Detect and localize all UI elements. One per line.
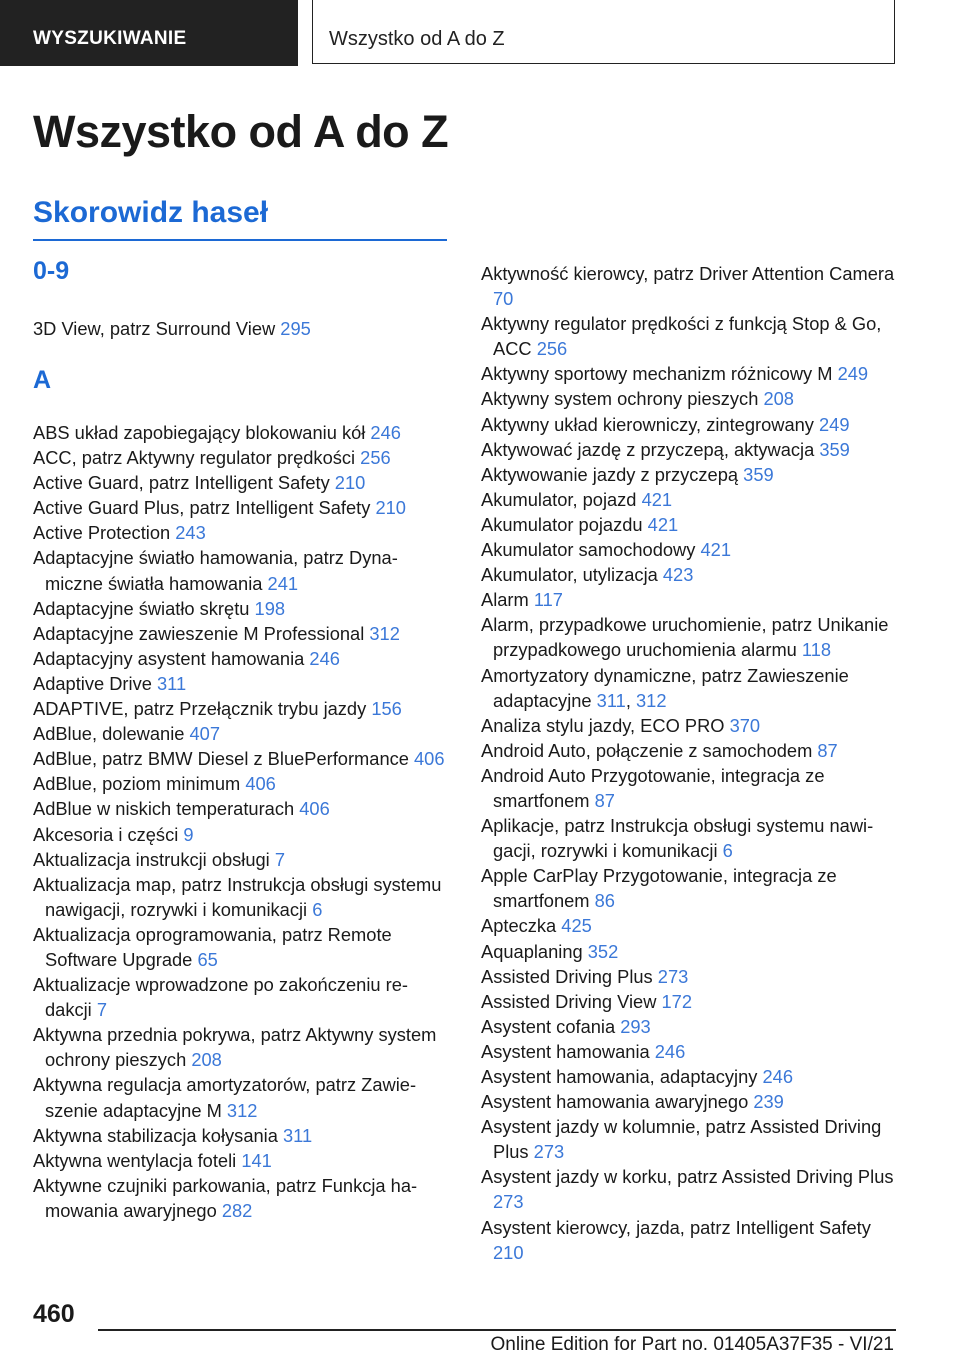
entry-text: 3D View, patrz Surround View	[33, 318, 281, 339]
page-link[interactable]: 246	[654, 1040, 686, 1062]
page-link[interactable]: 312	[226, 1099, 258, 1121]
entry-text: Apple CarPlay Przygotowanie, integracja ze smartfonem	[481, 865, 837, 912]
entry-text: AdBlue, poziom minimum	[33, 773, 246, 795]
page-link[interactable]: 246	[370, 422, 401, 443]
page-link[interactable]: 311	[282, 1124, 313, 1146]
entry-text: Asystent jazdy w korku, patrz Assisted Driving Plus	[481, 1166, 894, 1188]
page-link[interactable]: 282	[221, 1199, 253, 1221]
entry-text: Active Guard, patrz Intelligent Safety	[33, 472, 335, 494]
page-link[interactable]: 210	[493, 1241, 524, 1263]
index-entry	[481, 412, 901, 437]
page-link[interactable]: 239	[753, 1091, 784, 1113]
index-entry	[481, 462, 901, 487]
page-link[interactable]: 6	[722, 840, 733, 862]
page-link[interactable]: 256	[536, 338, 568, 360]
page-link[interactable]: 243	[175, 522, 206, 544]
index-entry	[481, 738, 901, 763]
page-link[interactable]: 425	[561, 915, 592, 937]
entry-text: Asystent hamowania	[481, 1040, 655, 1062]
entry-text: AdBlue, patrz BMW Diesel z BluePerformance	[33, 748, 415, 770]
entry-text: Aktywować jazdę z przyczepą, aktywacja	[481, 438, 820, 460]
page-link[interactable]: 359	[743, 463, 774, 485]
entry-text: Aktywny sportowy mechanizm różnicowy M	[481, 363, 838, 385]
page-link[interactable]: 172	[661, 990, 693, 1012]
entry-text: Adaptacyjny asystent hamowania	[33, 647, 310, 669]
page-link[interactable]: 406	[245, 773, 276, 795]
index-entry	[481, 562, 901, 587]
index-list-a-continued	[481, 261, 901, 1265]
page-link[interactable]: 293	[620, 1015, 651, 1037]
index-entry	[481, 512, 901, 537]
index-entry	[481, 612, 901, 662]
entry-text: Asystent hamowania, adaptacyjny	[481, 1066, 763, 1087]
entry-text: Aktywność kierowcy, patrz Driver Attention Camera	[481, 263, 895, 284]
index-entry	[33, 771, 448, 796]
entry-text: ACC, patrz Aktywny regulator prędkości	[33, 447, 361, 469]
entry-text: Adaptacyjne światło skrętu	[33, 597, 255, 619]
page-link[interactable]: 312	[369, 622, 400, 644]
index-entry	[33, 420, 448, 445]
entry-text: Amortyzatory dynamiczne, patrz Zawieszenie adaptacyjne	[481, 664, 849, 711]
entry-text: Analiza stylu jazdy, ECO PRO	[481, 714, 730, 736]
entry-text: Aktywna wentylacja foteli	[33, 1149, 242, 1171]
page-link[interactable]: 249	[837, 363, 869, 385]
index-entry	[33, 646, 448, 671]
page-link[interactable]: 208	[191, 1049, 222, 1071]
entry-text: Android Auto Przygotowanie, integracja ze smartfonem	[481, 764, 825, 811]
index-entry	[481, 487, 901, 512]
index-entry	[481, 964, 901, 989]
entry-text: Aktywna przednia pokrywa, patrz Aktywny system ochrony pieszych	[33, 1024, 437, 1071]
page-link[interactable]: 256	[360, 447, 391, 469]
page-link[interactable]: 249	[819, 413, 850, 435]
page-link[interactable]: 312	[636, 689, 667, 711]
entry-text: Asystent cofania	[481, 1015, 621, 1037]
entry-text: Asystent kierowcy, jazda, patrz Intelligent Safety	[481, 1216, 871, 1238]
page-link[interactable]: 246	[762, 1066, 794, 1087]
page-link[interactable]: 87	[594, 789, 615, 811]
entry-text: Assisted Driving Plus	[481, 965, 658, 987]
entry-text: Aktywny układ kierowniczy, zintegrowany	[481, 413, 819, 435]
entry-text: Active Guard Plus, patrz Intelligent Safety	[33, 497, 376, 519]
footer-divider	[98, 1329, 896, 1331]
entry-text: Akumulator pojazdu	[481, 513, 648, 535]
page-link[interactable]: 87	[817, 739, 838, 761]
entry-text: Android Auto, połączenie z samochodem	[481, 739, 818, 761]
page-link[interactable]: 208	[763, 388, 794, 410]
entry-text: Asystent jazdy w kolumnie, patrz Assisted Driving Plus	[481, 1116, 882, 1163]
index-entry	[33, 1072, 448, 1122]
page-link[interactable]: 198	[254, 597, 286, 619]
index-entry	[33, 796, 448, 821]
index-entry	[33, 545, 448, 595]
index-entry	[481, 763, 901, 813]
index-entry	[33, 495, 448, 520]
letter-heading-a: A	[33, 366, 52, 394]
index-list-a	[33, 420, 448, 1223]
index-entry	[481, 1064, 901, 1089]
page-link[interactable]: 407	[189, 723, 221, 745]
index-entry	[33, 1022, 448, 1072]
index-entry	[33, 746, 448, 771]
page-link[interactable]: 86	[594, 890, 615, 912]
page-link[interactable]: 423	[662, 564, 694, 586]
entry-text: Aktywowanie jazdy z przyczepą	[481, 463, 744, 485]
section-title: Skorowidz haseł	[33, 196, 269, 229]
entry-text: Aplikacje, patrz Instrukcja obsługi systemu nawigacji, rozrywki i komunikacji	[481, 815, 874, 862]
index-entry	[481, 1039, 901, 1064]
current-section-tab[interactable]: Wszystko od A do Z	[312, 0, 895, 64]
page-link[interactable]: 246	[309, 647, 340, 669]
index-entry	[33, 847, 448, 872]
index-entry	[481, 713, 901, 738]
entry-text: Aktywne czujniki parkowania, patrz Funkcja hamowania awaryjnego	[33, 1174, 418, 1221]
section-divider	[33, 239, 447, 241]
edition-note: Online Edition for Part no. 01405A37F35 - VI/21	[490, 1334, 894, 1355]
index-entry	[481, 989, 901, 1014]
index-entry	[33, 872, 448, 922]
index-entry	[33, 596, 448, 621]
page-link[interactable]: 141	[241, 1149, 272, 1171]
entry-text: Aktywny regulator prędkości z funkcją Stop & Go, ACC	[481, 313, 882, 360]
index-entry	[481, 386, 901, 411]
entry-text: Aktualizacja map, patrz Instrukcja obsługi systemu nawigacji, rozrywki i komunikacji	[33, 873, 442, 920]
entry-text: Asystent hamowania awaryjnego	[481, 1091, 754, 1113]
index-entry	[33, 696, 448, 721]
entry-text: Alarm	[481, 589, 534, 611]
index-entry	[481, 813, 901, 863]
letter-heading-0-9: 0-9	[33, 257, 70, 285]
page-link[interactable]: 273	[657, 965, 689, 987]
index-entry	[481, 361, 901, 386]
page-link[interactable]: 241	[267, 572, 299, 594]
page-link[interactable]: 421	[641, 488, 673, 510]
index-entry	[481, 537, 901, 562]
page-link[interactable]: 295	[280, 318, 311, 339]
index-entry	[33, 470, 448, 495]
entry-text: Aktualizacje wprowadzone po zakończeniu redakcji	[33, 974, 408, 1021]
entry-text: Aktualizacja instrukcji obsługi	[33, 848, 275, 870]
top-navigation-bar	[0, 0, 960, 66]
index-entry	[481, 587, 901, 612]
page-link[interactable]: 406	[299, 798, 330, 820]
page-link[interactable]: 156	[371, 698, 402, 720]
page-link[interactable]: 273	[493, 1191, 524, 1213]
entry-text: Aktywna regulacja amortyzatorów, patrz Zawieszenie adaptacyjne M	[33, 1074, 417, 1121]
index-entry	[33, 621, 448, 646]
page-link[interactable]: 65	[197, 948, 218, 970]
entry-text: AdBlue, dolewanie	[33, 723, 190, 745]
entry-text: Active Protection	[33, 522, 176, 544]
page-link[interactable]: 421	[647, 513, 679, 535]
index-entry	[481, 311, 901, 361]
page-link[interactable]: 9	[183, 823, 194, 845]
entry-text: Adaptacyjne zawieszenie M Professional	[33, 622, 370, 644]
index-entry	[481, 261, 901, 311]
index-entry	[481, 939, 901, 964]
index-entry	[481, 1014, 901, 1039]
page-link[interactable]: 7	[96, 999, 107, 1021]
index-entry	[33, 822, 448, 847]
entry-text: Aktywny system ochrony pieszych	[481, 388, 764, 410]
page-link[interactable]: 210	[334, 472, 366, 494]
page-link[interactable]: 210	[375, 497, 406, 519]
index-entry	[481, 1114, 901, 1164]
index-list-0-9	[33, 316, 311, 341]
page-link[interactable]: 421	[700, 539, 731, 561]
entry-text: Akcesoria i części	[33, 823, 184, 845]
index-entry	[33, 1123, 448, 1148]
index-entry	[481, 913, 901, 938]
search-tab[interactable]: WYSZUKIWANIE	[0, 0, 298, 66]
index-entry	[481, 1089, 901, 1114]
index-entry	[33, 445, 448, 470]
index-entry	[33, 520, 448, 545]
index-entry	[33, 316, 311, 341]
page-link[interactable]: 7	[274, 848, 285, 870]
entry-text: Adaptacyjne światło hamowania, patrz Dynamiczne światła hamowania	[33, 547, 398, 594]
entry-text: AdBlue w niskich temperaturach	[33, 798, 300, 820]
index-entry: Amortyzatory dynamiczne, patrz Zawieszenie adaptacyjne 311, 312	[481, 664, 849, 711]
page-link[interactable]: 406	[414, 748, 445, 770]
page-link[interactable]: 311	[596, 689, 626, 711]
entry-text: ADAPTIVE, patrz Przełącznik trybu jazdy	[33, 698, 372, 720]
index-entry	[33, 922, 448, 972]
page-number: 460	[33, 1300, 75, 1328]
page-link[interactable]: 117	[533, 589, 563, 611]
page-link[interactable]: 370	[729, 714, 761, 736]
index-entry	[33, 721, 448, 746]
index-entry	[481, 1164, 901, 1214]
page-link[interactable]: 311	[156, 672, 187, 694]
page-link[interactable]: 352	[587, 940, 619, 962]
index-entry	[481, 437, 901, 462]
entry-text: Akumulator, pojazd	[481, 488, 642, 510]
entry-text: Adaptive Drive	[33, 672, 157, 694]
entry-text: Akumulator, utylizacja	[481, 564, 663, 586]
index-entry	[33, 972, 448, 1022]
page-link[interactable]: 70	[493, 288, 514, 310]
page-title: Wszystko od A do Z	[33, 106, 449, 157]
entry-text: Apteczka	[481, 915, 562, 937]
entry-text: Alarm, przypadkowe uruchomienie, patrz Unikanie przypadkowego uruchomienia alarmu	[481, 614, 889, 661]
page-link[interactable]: 118	[801, 639, 832, 661]
index-entry	[33, 1173, 448, 1223]
entry-text: Aktualizacja oprogramowania, patrz Remote Software Upgrade	[33, 923, 392, 970]
index-entry	[33, 1148, 448, 1173]
entry-text: Aktywna stabilizacja kołysania	[33, 1124, 283, 1146]
page-link[interactable]: 359	[819, 438, 850, 460]
index-entry	[481, 863, 901, 913]
page-link[interactable]: 273	[533, 1141, 565, 1163]
index-entry	[33, 671, 448, 696]
entry-text: Aquaplaning	[481, 940, 588, 962]
entry-text: ABS układ zapobiegający blokowaniu kół	[33, 422, 371, 443]
entry-text: Akumulator samochodowy	[481, 539, 701, 561]
index-entry	[481, 1215, 901, 1265]
page-link[interactable]: 6	[312, 898, 323, 920]
entry-text: Assisted Driving View	[481, 990, 662, 1012]
